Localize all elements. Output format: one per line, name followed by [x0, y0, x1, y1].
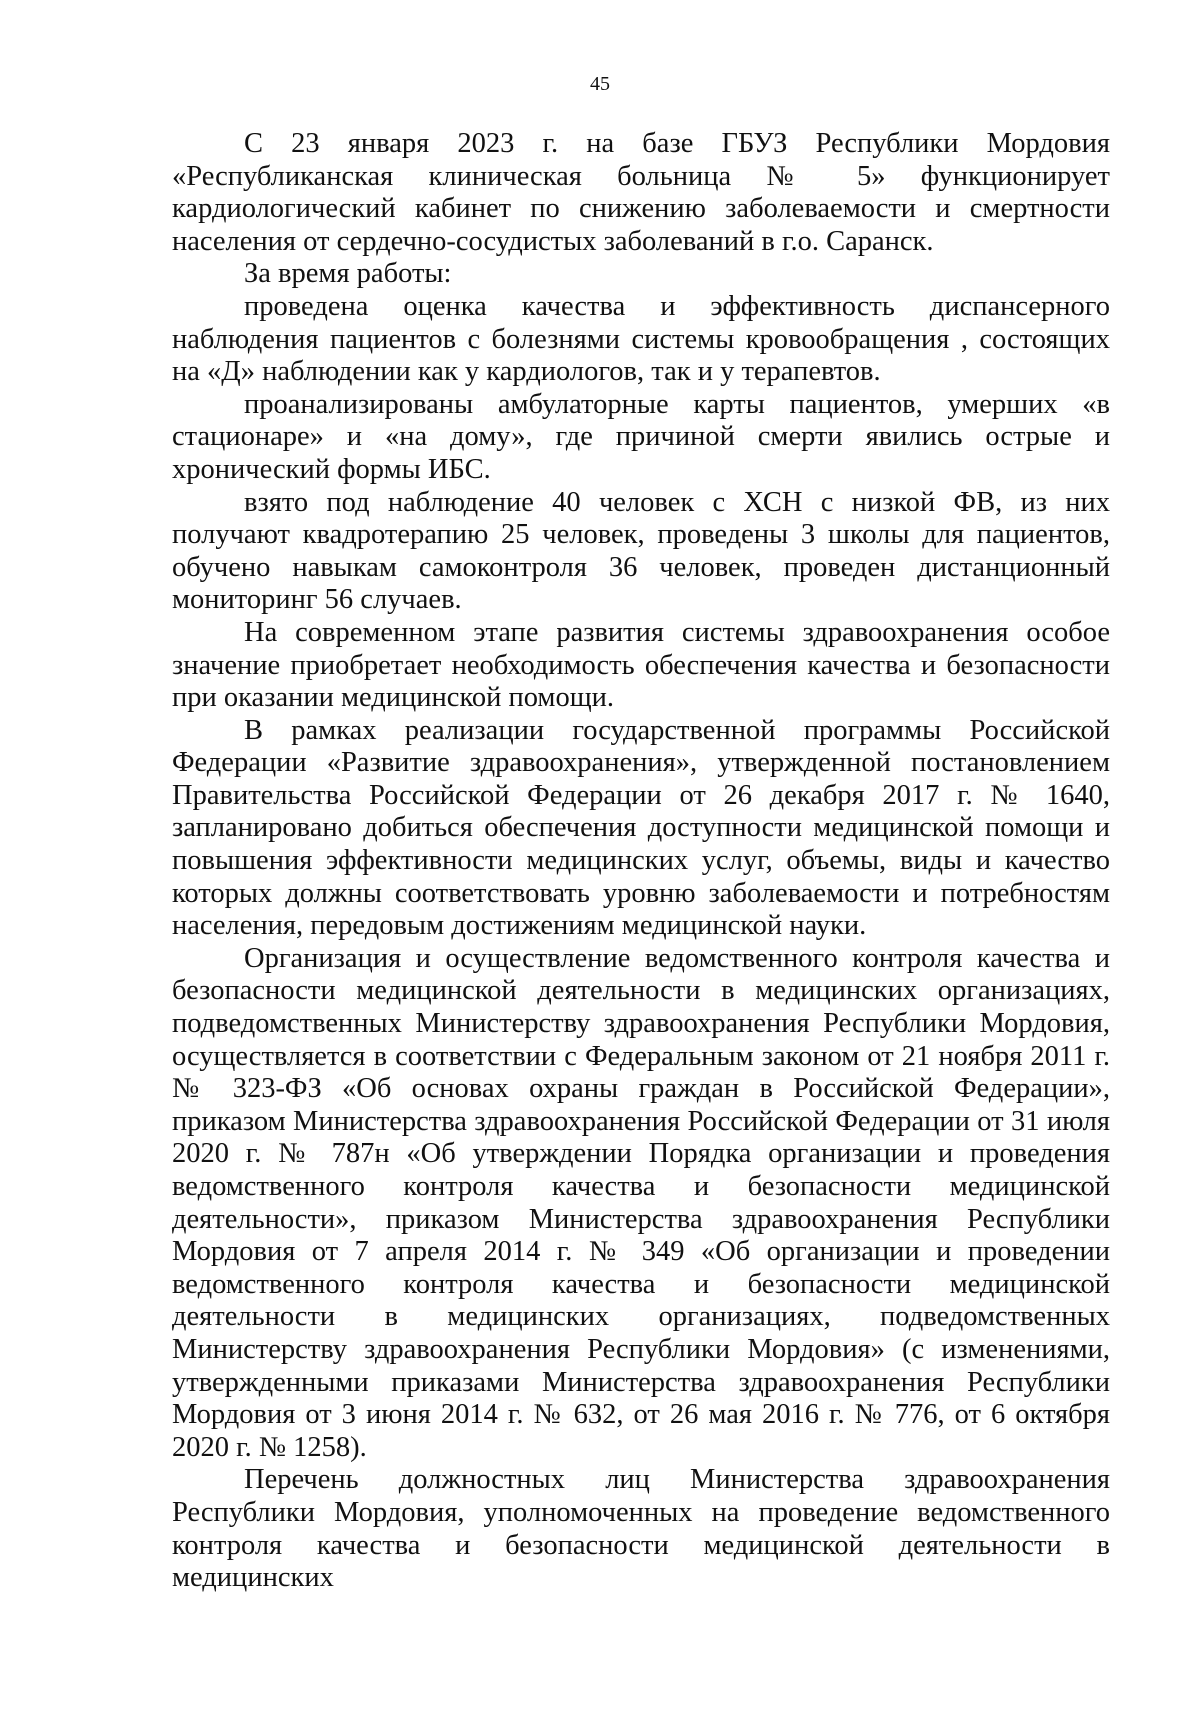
- paragraph-monitoring: взято под наблюдение 40 человек с ХСН с низкой ФВ, из них получают квадротерапию 25 человек, проведены 3 школы для пациентов, обучено навыкам самоконтроля 36 человек, проведен дистанционный мониторинг 56 случаев.: [172, 486, 1110, 616]
- paragraph-quality-importance: На современном этапе развития системы здравоохранения особое значение приобретает необходимость обеспечения качества и безопасности при оказании медицинской помощи.: [172, 616, 1110, 714]
- paragraph-cardiology-office: С 23 января 2023 г. на базе ГБУЗ Республики Мордовия «Республиканская клиническая больница № 5» функционирует кардиологический кабинет по снижению заболеваемости и смертности населения от сердечно-сосудистых заболеваний в г.о. Саранск.: [172, 128, 1110, 257]
- paragraph-work-period: За время работы:: [244, 258, 452, 290]
- paragraph-assessment: проведена оценка качества и эффективность диспансерного наблюдения пациентов с болезнями системы кровообращения , состоящих на «Д» наблюдении как у кардиологов, так и у терапевтов.: [172, 290, 1110, 388]
- paragraph-officials-list: Перечень должностных лиц Министерства здравоохранения Республики Мордовия, уполномоченных на проведение ведомственного контроля качества и безопасности медицинской деятельности в медицинских: [172, 1464, 1110, 1594]
- paragraph-departmental-control: Организация и осуществление ведомственного контроля качества и безопасности медицинской деятельности в медицинских организациях, подведомственных Министерству здравоохранения Республики Мордовия, осуществляется в соответствии с Федеральным законом от 21 ноября 2011 г. № 323-ФЗ «Об основах охраны граждан в Российской Федерации», приказом Министерства здравоохранения Российской Федерации от 31 июля 2020 г. № 787н «Об утверждении Порядка организации и проведения ведомственного контроля качества и безопасности медицинской деятельности», приказом Министерства здравоохранения Республики Мордовия от 7 апреля 2014 г. № 349 «Об организации и проведении ведомственного контроля качества и безопасности медицинской деятельности в медицинских организациях, подведомственных Министерству здравоохранения Республики Мордовия» (с изменениями, утвержденными приказами Министерства здравоохранения Республики Мордовия от 3 июня 2014 г. № 632, от 26 мая 2016 г. № 776, от 6 октября 2020 г. № 1258).: [172, 942, 1110, 1463]
- paragraph-state-program: В рамках реализации государственной программы Российской Федерации «Развитие здравоохранения», утвержденной постановлением Правительства Российской Федерации от 26 декабря 2017 г. № 1640, запланировано добиться обеспечения доступности медицинской помощи и повышения эффективности медицинских услуг, объемы, виды и качество которых должны соответствовать уровню заболеваемости и потребностям населения, передовым достижениям медицинской науки.: [172, 714, 1110, 942]
- paragraph-analysis: проанализированы амбулаторные карты пациентов, умерших «в стационаре» и «на дому», где причиной смерти явились острые и хронический формы ИБС.: [172, 388, 1110, 485]
- page-number: 45: [590, 73, 610, 95]
- document-body: [172, 128, 1110, 1595]
